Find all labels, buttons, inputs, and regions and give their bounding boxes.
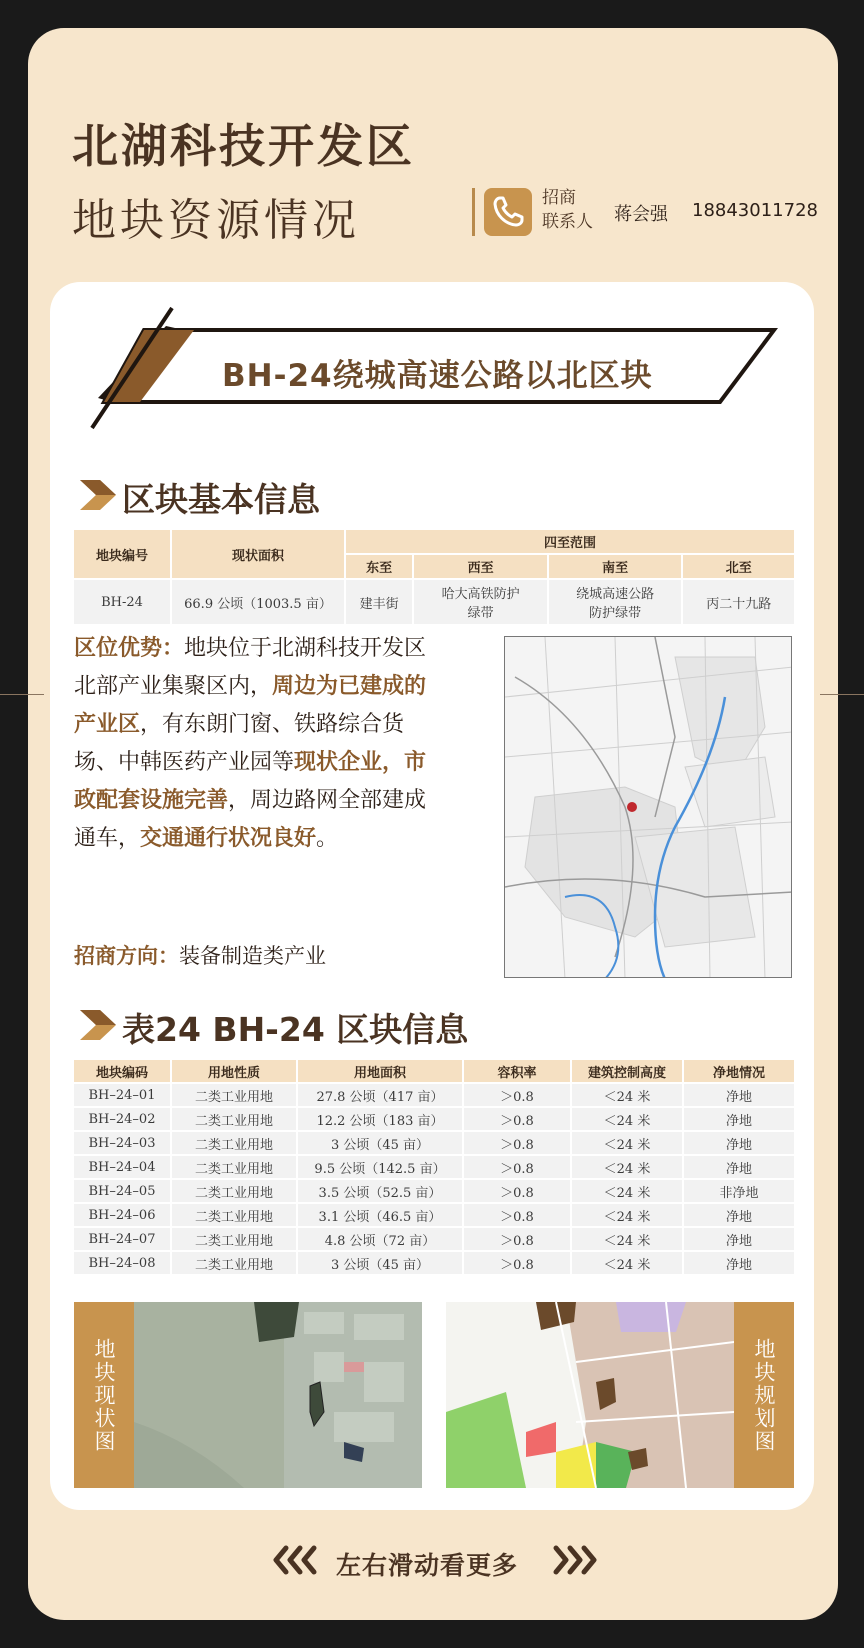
header-north: 北至 xyxy=(683,555,794,578)
cell: ＜24 米 xyxy=(572,1228,682,1250)
direction-label: 招商方向： xyxy=(74,944,179,968)
header-land-use: 用地性质 xyxy=(172,1060,296,1082)
cell: 二类工业用地 xyxy=(172,1084,296,1106)
table-row xyxy=(74,1204,794,1226)
cell: ＜24 米 xyxy=(572,1084,682,1106)
cell-east: 建丰街 xyxy=(346,580,412,624)
right-divider xyxy=(820,694,864,695)
table-row xyxy=(74,1180,794,1202)
table-row xyxy=(74,1252,794,1274)
header-land-status: 净地情况 xyxy=(684,1060,794,1082)
cell: 净地 xyxy=(684,1204,794,1226)
cell: 净地 xyxy=(684,1156,794,1178)
cell: ＞0.8 xyxy=(464,1108,570,1130)
cell: BH–24–02 xyxy=(74,1108,170,1130)
planning-label: 地块规划图 xyxy=(734,1302,794,1488)
phone-icon[interactable] xyxy=(484,188,532,236)
cell: 4.8 公顷（72 亩） xyxy=(298,1228,462,1250)
cell: BH–24–01 xyxy=(74,1084,170,1106)
current-status-label: 地块现状图 xyxy=(74,1302,134,1488)
cell: ＞0.8 xyxy=(464,1156,570,1178)
cell: 二类工业用地 xyxy=(172,1156,296,1178)
cell: ＞0.8 xyxy=(464,1228,570,1250)
basic-info-table xyxy=(72,528,796,626)
cell: 9.5 公顷（142.5 亩） xyxy=(298,1156,462,1178)
cell: 净地 xyxy=(684,1228,794,1250)
section-chevron-icon xyxy=(78,1008,118,1042)
cell: 二类工业用地 xyxy=(172,1132,296,1154)
contact-divider xyxy=(472,188,475,236)
cell: 3.5 公顷（52.5 亩） xyxy=(298,1180,462,1202)
cell-south-line1: 绕城高速公路 xyxy=(576,587,655,602)
cell: 净地 xyxy=(684,1132,794,1154)
table-row xyxy=(74,1108,794,1130)
header-block-code: 地块编码 xyxy=(74,1060,170,1082)
cell: 12.2 公顷（183 亩） xyxy=(298,1108,462,1130)
cell: BH–24–05 xyxy=(74,1180,170,1202)
cell-south xyxy=(549,580,682,624)
advantage-highlight-1: 周边为已建成的产业区 xyxy=(74,674,427,737)
banner-title: BH-24绕城高速公路以北区块 xyxy=(222,358,653,394)
cell: BH–24–03 xyxy=(74,1132,170,1154)
cell: ＜24 米 xyxy=(572,1204,682,1226)
cell: BH–24–08 xyxy=(74,1252,170,1274)
cell: 二类工业用地 xyxy=(172,1228,296,1250)
table-row xyxy=(74,1228,794,1250)
header-land-area: 用地面积 xyxy=(298,1060,462,1082)
table-row xyxy=(74,1084,794,1106)
cell: 二类工业用地 xyxy=(172,1108,296,1130)
table-row xyxy=(74,1132,794,1154)
cell: 非净地 xyxy=(684,1180,794,1202)
header-east: 东至 xyxy=(346,555,412,578)
investment-direction xyxy=(74,940,326,970)
cell: ＜24 米 xyxy=(572,1156,682,1178)
cell: ＞0.8 xyxy=(464,1180,570,1202)
cell: ＞0.8 xyxy=(464,1204,570,1226)
cell: ＜24 米 xyxy=(572,1180,682,1202)
cell: 二类工业用地 xyxy=(172,1252,296,1274)
cell: 二类工业用地 xyxy=(172,1204,296,1226)
cell: BH–24–04 xyxy=(74,1156,170,1178)
contact-label-line1: 招商 xyxy=(542,188,576,208)
advantage-end: 。 xyxy=(316,826,339,851)
header-boundaries: 四至范围 xyxy=(346,530,794,553)
table-row xyxy=(74,1156,794,1178)
cell-west xyxy=(414,580,547,624)
cell: ＜24 米 xyxy=(572,1132,682,1154)
header-height-limit: 建筑控制高度 xyxy=(572,1060,682,1082)
cell: 3.1 公顷（46.5 亩） xyxy=(298,1204,462,1226)
contact-label-line2: 联系人 xyxy=(542,212,593,232)
section-chevron-icon xyxy=(78,478,118,512)
advantage-text-1: 地块位于北湖科技开发区北部产业集聚区内， xyxy=(74,636,427,699)
header-south: 南至 xyxy=(549,555,682,578)
cell: ＞0.8 xyxy=(464,1084,570,1106)
swipe-hint: 左右滑动看更多 xyxy=(336,1551,519,1580)
contact-label xyxy=(542,186,593,234)
cell: BH–24–07 xyxy=(74,1228,170,1250)
cell: ＞0.8 xyxy=(464,1132,570,1154)
advantage-text-3: ，周边路网全部建成通车， xyxy=(74,788,427,851)
cell-west-line2: 绿带 xyxy=(467,606,494,621)
cell: BH–24–06 xyxy=(74,1204,170,1226)
advantage-text-2: ，有东朗门窗、铁路综合货场、中韩医药产业园等 xyxy=(74,712,405,775)
advantage-label: 区位优势： xyxy=(74,636,185,661)
section-title-block-table: 表24 BH-24 区块信息 xyxy=(122,1010,469,1049)
cell-north: 丙二十九路 xyxy=(683,580,794,624)
cell: 净地 xyxy=(684,1084,794,1106)
cell: ＞0.8 xyxy=(464,1252,570,1274)
cell-block-id: BH-24 xyxy=(74,580,170,624)
page-subtitle: 地块资源情况 xyxy=(72,195,360,246)
planning-image[interactable] xyxy=(446,1302,794,1488)
header-current-area: 现状面积 xyxy=(172,530,344,578)
cell: 净地 xyxy=(684,1252,794,1274)
cell: ＜24 米 xyxy=(572,1108,682,1130)
advantage-highlight-3: 交通通行状况良好 xyxy=(140,826,317,851)
current-status-image[interactable] xyxy=(74,1302,422,1488)
chevron-right-icon xyxy=(556,1548,566,1572)
left-divider xyxy=(0,694,44,695)
cell: ＜24 米 xyxy=(572,1252,682,1274)
block-info-table xyxy=(72,1058,796,1276)
cell: 3 公顷（45 亩） xyxy=(298,1132,462,1154)
header-west: 西至 xyxy=(414,555,547,578)
cell-west-line1: 哈大高铁防护 xyxy=(441,587,520,602)
cell: 二类工业用地 xyxy=(172,1180,296,1202)
advantage-highlight-2: 现状企业，市政配套设施完善 xyxy=(74,750,427,813)
cell-south-line2: 防护绿带 xyxy=(589,606,642,621)
location-map[interactable] xyxy=(504,636,792,978)
cell: 27.8 公顷（417 亩） xyxy=(298,1084,462,1106)
page-title: 北湖科技开发区 xyxy=(72,119,415,173)
cell: 净地 xyxy=(684,1108,794,1130)
section-title-basic-info: 区块基本信息 xyxy=(122,480,320,519)
cell: 3 公顷（45 亩） xyxy=(298,1252,462,1274)
direction-value: 装备制造类产业 xyxy=(179,944,326,968)
chevron-left-icon xyxy=(276,1548,286,1572)
location-advantage xyxy=(74,630,444,858)
cell-current-area: 66.9 公顷（1003.5 亩） xyxy=(172,580,344,624)
contact-phone[interactable]: 18843011728 xyxy=(692,200,818,221)
contact-name: 蒋会强 xyxy=(614,204,668,225)
header-far: 容积率 xyxy=(464,1060,570,1082)
header-block-id: 地块编号 xyxy=(74,530,170,578)
